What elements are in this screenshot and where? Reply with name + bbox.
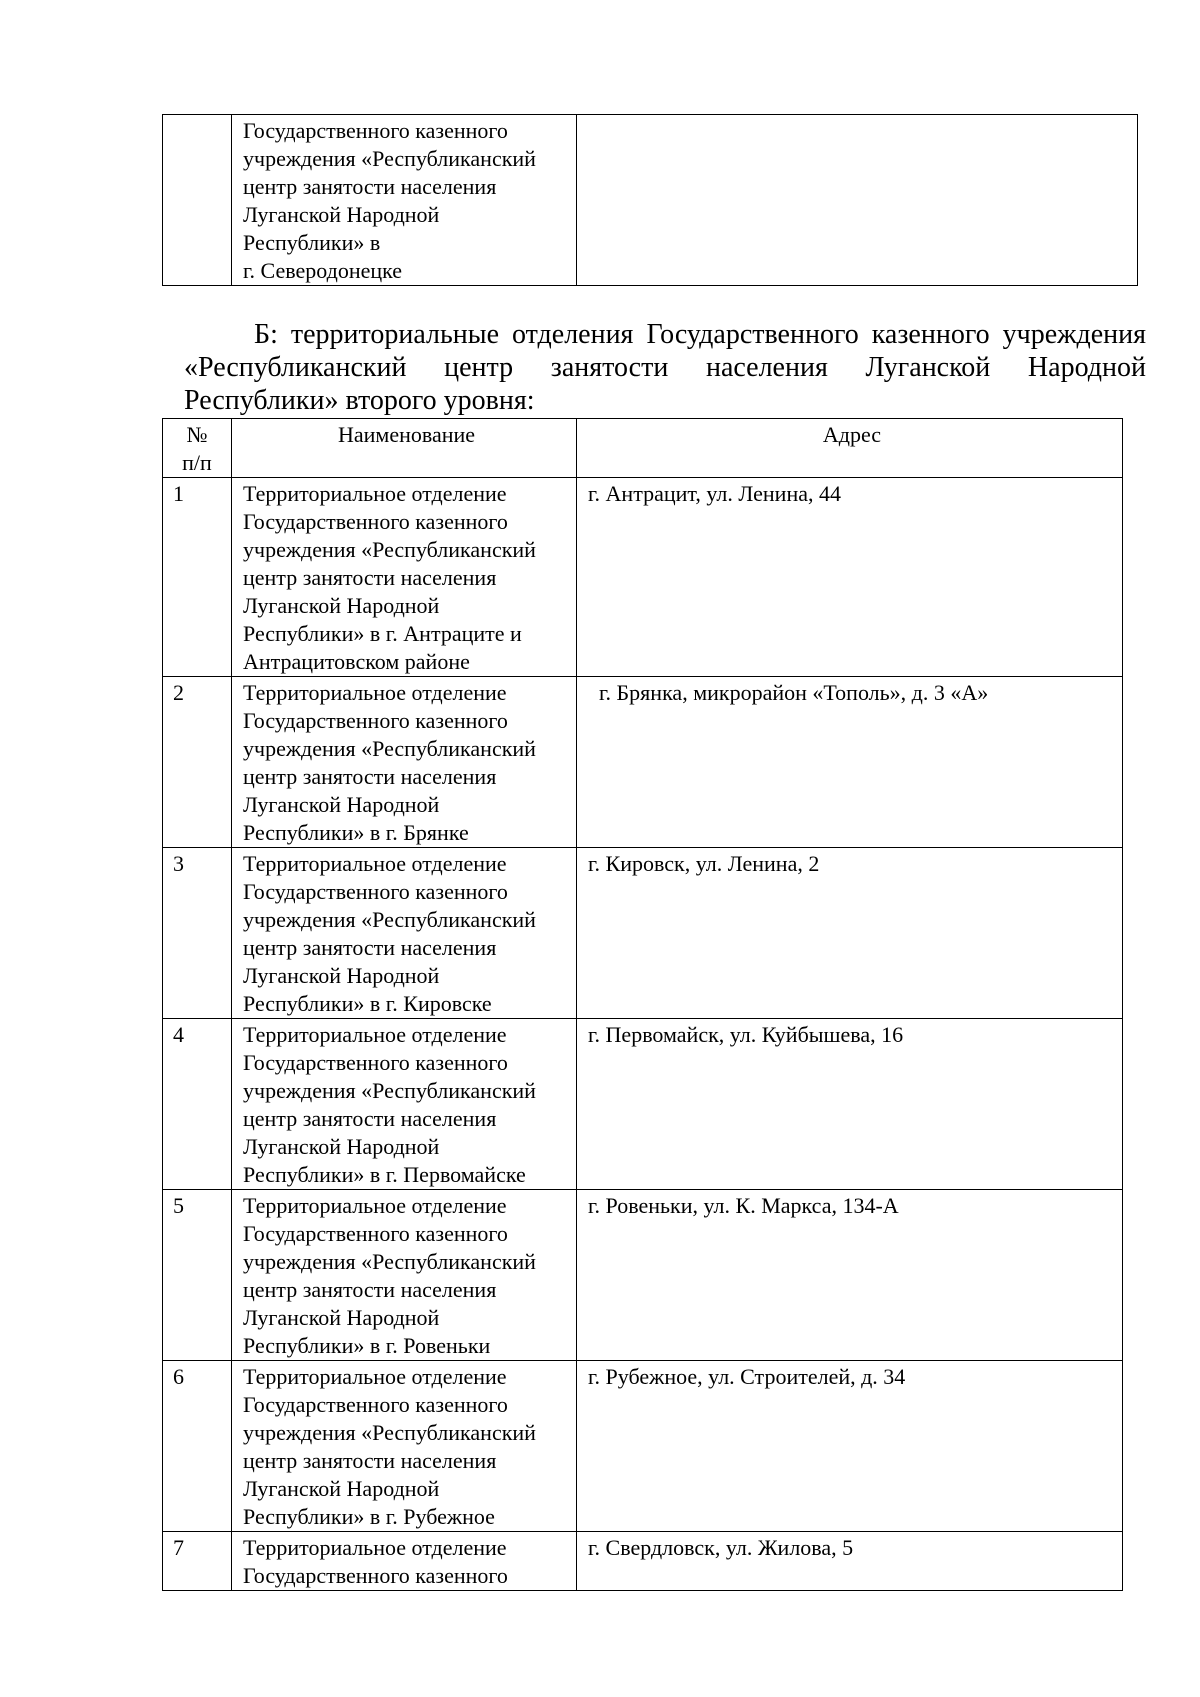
name-line: центр занятости населения	[243, 764, 497, 789]
table-row	[163, 1190, 1123, 1361]
name-line: Республики» в г. Кировске	[243, 991, 492, 1016]
section-heading-line: Республики» второго уровня:	[184, 385, 535, 416]
name-line: учреждения «Республиканский	[243, 537, 536, 562]
name-line: Республики» в г. Антраците и	[243, 621, 522, 646]
header-number-line: №	[186, 422, 208, 447]
name-line: Территориальное отделение	[243, 1535, 507, 1560]
name-line: Государственного казенного	[243, 879, 508, 904]
row-name	[232, 1361, 577, 1532]
name-line: Республики» в г. Ровеньки	[243, 1333, 491, 1358]
row-number: 3	[163, 848, 232, 1019]
name-line: Луганской Народной	[243, 593, 440, 618]
header-address: Адрес	[577, 419, 1123, 478]
name-line: Государственного казенного	[243, 708, 508, 733]
table-row	[163, 478, 1123, 677]
name-line: Территориальное отделение	[243, 481, 507, 506]
table-row	[163, 1019, 1123, 1190]
address-cell	[577, 115, 1138, 286]
row-number: 2	[163, 677, 232, 848]
header-name: Наименование	[232, 419, 577, 478]
name-line: учреждения «Республиканский	[243, 907, 536, 932]
row-address: г. Кировск, ул. Ленина, 2	[577, 848, 1123, 1019]
table-row	[163, 1361, 1123, 1532]
name-line: Государственного казенного	[243, 1563, 508, 1588]
name-line: Луганской Народной	[243, 792, 440, 817]
name-line: центр занятости населения	[243, 1448, 497, 1473]
name-line: Республики» в г. Рубежное	[243, 1504, 495, 1529]
header-number	[163, 419, 232, 478]
name-line: Антрацитовском районе	[243, 649, 470, 674]
name-line: учреждения «Республиканский	[243, 1420, 536, 1445]
row-number: 4	[163, 1019, 232, 1190]
section-heading-line: Б: территориальные отделения Государственного казенного учреждения	[254, 319, 1146, 350]
offices-table	[162, 418, 1123, 1591]
row-name	[232, 848, 577, 1019]
name-line: учреждения «Республиканский	[243, 736, 536, 761]
row-number: 1	[163, 478, 232, 677]
row-name	[232, 677, 577, 848]
name-line: учреждения «Республиканский	[243, 1078, 536, 1103]
name-line: Луганской Народной	[243, 1476, 440, 1501]
row-address: г. Антрацит, ул. Ленина, 44	[577, 478, 1123, 677]
row-number: 5	[163, 1190, 232, 1361]
row-name	[232, 1532, 577, 1591]
continued-table	[162, 114, 1138, 286]
section-heading	[184, 318, 1146, 417]
name-line: Луганской Народной	[243, 1134, 440, 1159]
name-line: Территориальное отделение	[243, 680, 507, 705]
name-line: Территориальное отделение	[243, 1022, 507, 1047]
name-line: Государственного казенного	[243, 1050, 508, 1075]
name-line: Луганской Народной	[243, 1305, 440, 1330]
row-name	[232, 1190, 577, 1361]
row-address: г. Брянка, микрорайон «Тополь», д. 3 «А»	[577, 677, 1123, 848]
name-line: Луганской Народной	[243, 963, 440, 988]
name-line: центр занятости населения	[243, 1106, 497, 1131]
row-address: г. Ровеньки, ул. К. Маркса, 134-А	[577, 1190, 1123, 1361]
name-line: г. Северодонецке	[243, 258, 403, 283]
number-cell	[163, 115, 232, 286]
name-line: центр занятости населения	[243, 174, 497, 199]
name-line: учреждения «Республиканский	[243, 146, 536, 171]
name-line: учреждения «Республиканский	[243, 1249, 536, 1274]
name-line: Территориальное отделение	[243, 1364, 507, 1389]
row-name	[232, 478, 577, 677]
row-number: 7	[163, 1532, 232, 1591]
name-line: Территориальное отделение	[243, 851, 507, 876]
name-line: центр занятости населения	[243, 935, 497, 960]
header-number-line: п/п	[182, 450, 212, 475]
name-line: Республики» в г. Первомайске	[243, 1162, 526, 1187]
section-heading-line: «Республиканский центр занятости населения Луганской Народной	[184, 352, 1146, 383]
row-name	[232, 1019, 577, 1190]
row-address: г. Свердловск, ул. Жилова, 5	[577, 1532, 1123, 1591]
name-line: Республики» в г. Брянке	[243, 820, 469, 845]
table-row	[163, 1532, 1123, 1591]
name-line: Республики» в	[243, 230, 381, 255]
name-line: Государственного казенного	[243, 1392, 508, 1417]
table-row	[163, 848, 1123, 1019]
name-line: Государственного казенного	[243, 509, 508, 534]
table-row	[163, 677, 1123, 848]
name-cell	[232, 115, 577, 286]
row-number: 6	[163, 1361, 232, 1532]
name-line: Государственного казенного	[243, 118, 508, 143]
name-line: Государственного казенного	[243, 1221, 508, 1246]
header-row	[163, 419, 1123, 478]
name-line: Территориальное отделение	[243, 1193, 507, 1218]
name-line: центр занятости населения	[243, 1277, 497, 1302]
name-line: центр занятости населения	[243, 565, 497, 590]
table-row	[163, 115, 1138, 286]
row-address: г. Рубежное, ул. Строителей, д. 34	[577, 1361, 1123, 1532]
name-line: Луганской Народной	[243, 202, 440, 227]
row-address: г. Первомайск, ул. Куйбышева, 16	[577, 1019, 1123, 1190]
